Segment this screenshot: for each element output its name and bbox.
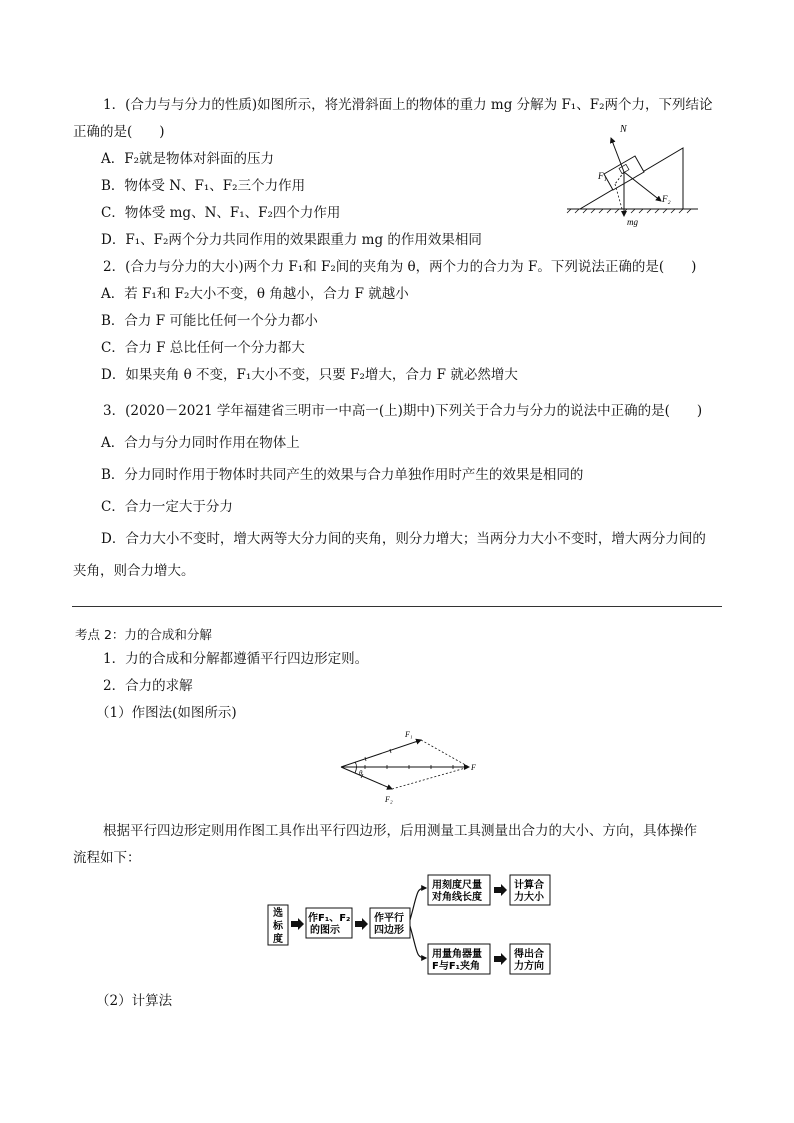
label-f1: F₁ [598, 171, 607, 181]
parallelogram-figure [335, 727, 485, 807]
flow-arrow-2 [355, 918, 368, 930]
q3-option-c: C．合力一定大于分力 [101, 499, 233, 515]
label-f1: F₁ [405, 730, 413, 739]
q3-stem: 3．(2020－2021 学年福建省三明市一中高一(上)期中)下列关于合力与分力的说法中正确的是( ) [103, 403, 703, 419]
section2-para-line1: 根据平行四边形定则用作图工具作出平行四边形，后用测量工具测量出合力的大小、方向，具体操作 [103, 823, 697, 839]
q1-option-b: B．物体受 N、F₁、F₂三个力作用 [101, 178, 306, 194]
flow-box2-line2: 的图示 [310, 925, 340, 936]
q1-stem-line2: 正确的是( ) [73, 124, 165, 140]
flow-chart [266, 870, 566, 980]
section2-para-line2: 流程如下： [73, 850, 141, 866]
label-f: F [471, 763, 476, 772]
flow-arrow-3 [494, 884, 507, 896]
dashed-side-upper [421, 740, 469, 767]
q3-option-d-line1: D．合力大小不变时，增大两等大分力间的夹角，则分力增大；当两分力大小不变时，增大两分力间的 [101, 531, 706, 547]
section2-point1: 1．力的合成和分解都遵循平行四边形定则。 [103, 651, 369, 667]
scale-ticks [361, 749, 453, 778]
f2-arrow [624, 172, 661, 201]
incline-force-figure [565, 118, 700, 230]
q2-stem: 2．(合力与分力的大小)两个力 F₁和 F₂间的夹角为 θ，两个力的合力为 F。下列说法正确的是( ) [103, 259, 697, 275]
flow-box7-line1: 得出合 [514, 949, 544, 960]
q3-option-b: B．分力同时作用于物体时共同产生的效果与合力单独作用时产生的效果是相同的 [101, 467, 584, 483]
flow-arrow-1 [291, 918, 304, 930]
flow-box6-line1: 用量角器量 [432, 949, 482, 960]
flow-branch-lower [410, 926, 426, 958]
flow-branch-upper [410, 888, 426, 920]
flow-box7-line2: 力方向 [514, 961, 544, 972]
f1-vector [341, 740, 421, 767]
label-mg: mg [627, 217, 638, 227]
flow-box4-line1: 用刻度尺量 [432, 880, 482, 891]
ground-hatch [567, 209, 691, 213]
label-theta: θ [359, 769, 363, 777]
dashed-side-lower [392, 767, 469, 789]
label-f2: F₂ [385, 795, 393, 804]
q3-option-a: A．合力与分力同时作用在物体上 [101, 435, 300, 451]
f2-vector [341, 767, 392, 789]
section2-method1: （1）作图法(如图所示) [96, 705, 237, 721]
q3-option-d-line2: 夹角，则合力增大。 [73, 563, 195, 579]
flow-box2-line1: 作F₁、F₂ [308, 913, 351, 924]
flow-box1-line1: 选 [273, 908, 283, 919]
q2-option-a: A．若 F₁和 F₂大小不变，θ 角越小，合力 F 就越小 [101, 286, 409, 302]
label-f2: F₂ [662, 194, 671, 204]
label-n: N [620, 124, 627, 135]
q2-option-d: D．如果夹角 θ 不变，F₁大小不变，只要 F₂增大，合力 F 就必然增大 [101, 367, 518, 383]
flow-box4-line2: 对角线长度 [432, 892, 482, 903]
q1-stem-line1: 1．(合力与与分力的性质)如图所示，将光滑斜面上的物体的重力 mg 分解为 F₁、F₂两个力，下列结论 [103, 97, 713, 113]
q2-option-b: B．合力 F 可能比任何一个分力都小 [101, 313, 318, 329]
flow-box3-line2: 四边形 [374, 925, 404, 936]
q1-option-a: A．F₂就是物体对斜面的压力 [101, 151, 275, 167]
flow-box1-line3: 度 [273, 934, 283, 945]
q1-option-d: D．F₁、F₂两个分力共同作用的效果跟重力 mg 的作用效果相同 [101, 232, 482, 248]
flow-box3-line1: 作平行 [374, 913, 404, 924]
section2-method2: （2）计算法 [96, 993, 173, 1009]
section2-point2: 2．合力的求解 [103, 678, 193, 694]
flow-arrow-4 [494, 953, 507, 965]
q1-option-c: C．物体受 mg、N、F₁、F₂四个力作用 [101, 205, 341, 221]
flow-box5-line1: 计算合 [514, 880, 544, 891]
flow-box1-line2: 标 [273, 921, 283, 932]
q2-option-c: C．合力 F 总比任何一个分力都大 [101, 340, 305, 356]
section2-heading: 考点 2：力的合成和分解 [75, 627, 212, 642]
section-divider [72, 606, 722, 607]
flow-box6-line2: F与F₁夹角 [432, 961, 481, 972]
flow-box5-line2: 力大小 [514, 892, 544, 903]
